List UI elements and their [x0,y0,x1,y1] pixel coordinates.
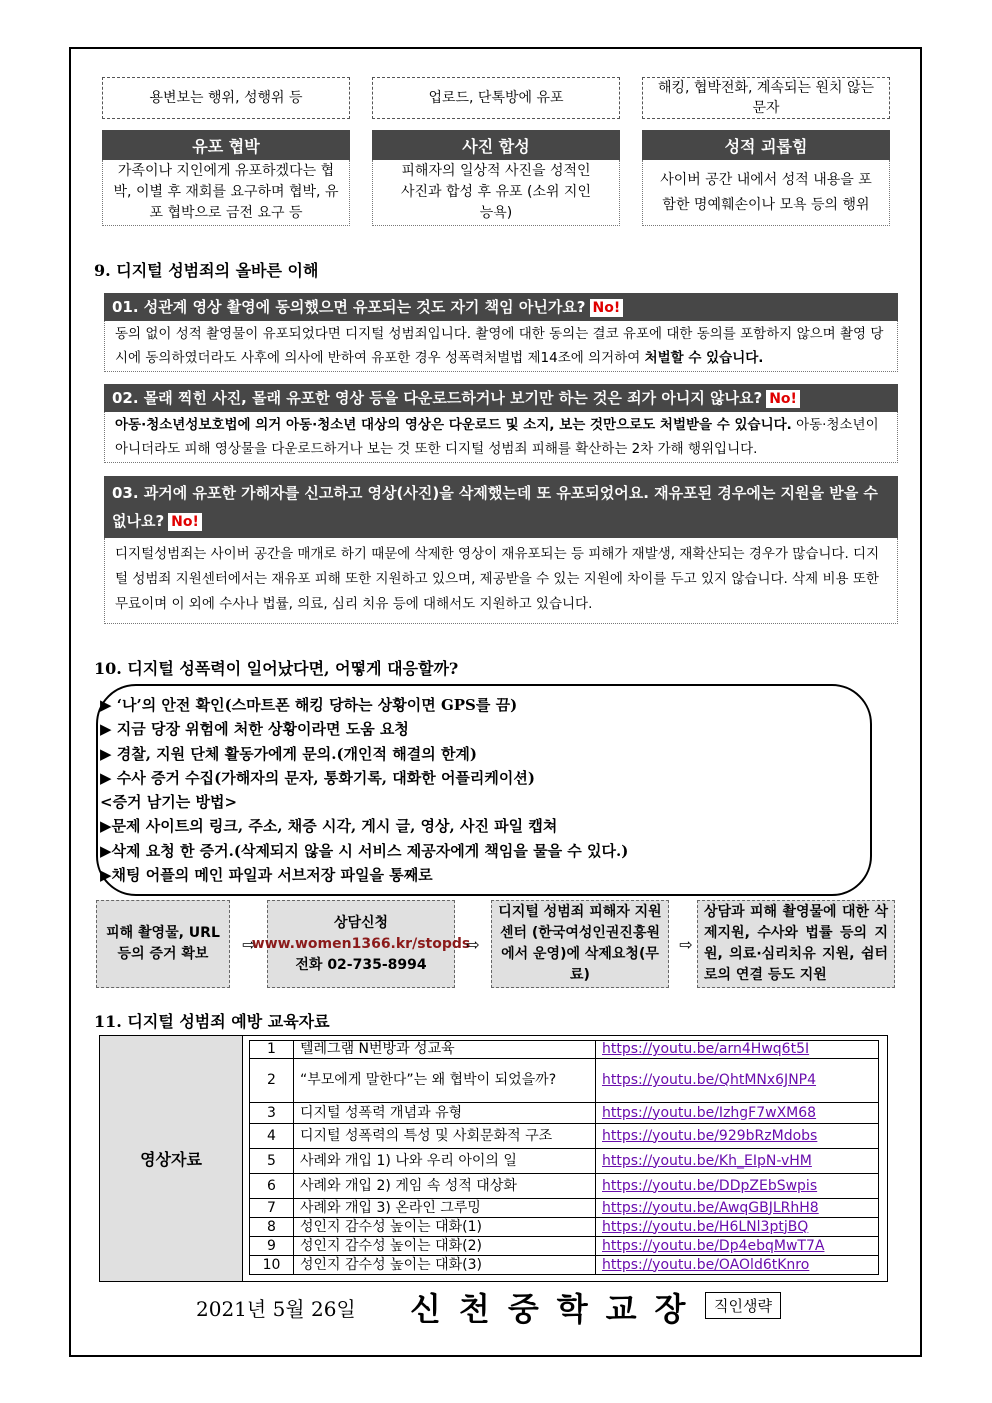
category-title-1: 유포 협박 [102,130,350,160]
video-row: 9 성인지 감수성 높이는 대화(2) https://youtu.be/Dp4ebqMwT7A [250,1237,879,1256]
top-box-2: 업로드, 단톡방에 유포 [372,77,620,119]
response-item: ▶삭제 요청 한 증거.(삭제되지 않을 시 서비스 제공자에게 책임을 물을 수 있다.) [100,841,629,860]
video-link[interactable]: https://youtu.be/Dp4ebqMwT7A [602,1237,825,1254]
faq-1-answer: 동의 없이 성적 촬영물이 유포되었다면 디지털 성범죄입니다. 촬영에 대한 동의는 결코 유포에 대한 동의를 포함하지 않으며 촬영 당시에 동의하였더라도 사후에 의사에 반하여 유포한 경우 성폭력처벌법 제14조에 의거하여 처벌할 수 있습니다. [104,321,898,372]
video-link[interactable]: https://youtu.be/929bRzMdobs [602,1127,818,1144]
video-row: 6 사례와 개입 2) 게임 속 성적 대상화 https://youtu.be/DDpZEbSwpis [250,1174,879,1199]
flow-step-2 [251,900,471,988]
faq-1-question: 01. 성관계 영상 촬영에 동의했으면 유포되는 것도 자기 책임 아닌가요? No! [104,293,898,321]
video-row: 8 성인지 감수성 높이는 대화(1) https://youtu.be/H6LNl3ptjBQ [250,1218,879,1237]
video-row: 4 디지털 성폭력의 특성 및 사회문화적 구조 https://youtu.be/929bRzMdobs [250,1124,879,1149]
no-badge: No! [590,299,624,317]
category-desc-1: 가족이나 지인에게 유포하겠다는 협박, 이별 후 재회를 요구하며 협박, 유포 협박으로 금전 요구 등 [102,160,350,226]
materials-label: 영상자료 [100,1036,242,1281]
faq-1 [104,293,898,372]
section11-title: 11. 디지털 성범죄 예방 교육자료 [94,1012,330,1031]
response-list [100,693,870,887]
video-link[interactable]: https://youtu.be/H6LNl3ptjBQ [602,1218,809,1235]
video-link[interactable]: https://youtu.be/arn4Hwq6t5I [602,1041,810,1057]
response-item: ▶ 수사 증거 수집(가해자의 문자, 통화기록, 대화한 어플리케이션) [100,768,535,787]
faq-2-question: 02. 몰래 찍힌 사진, 몰래 유포한 영상 등을 다운로드하거나 보기만 하는 것은 죄가 아니지 않나요? No! [104,384,898,412]
issue-date: 2021년 5월 26일 [196,1297,356,1321]
flow-step-1: 피해 촬영물, URL 등의 증거 확보 [96,900,230,988]
evidence-heading: <증거 남기는 방법> [100,793,238,812]
no-badge: No! [168,513,202,531]
flow-step-2-title: 상담신청 [333,914,389,931]
seal-omitted-stamp: 직인생략 [705,1292,781,1319]
response-item: ▶문제 사이트의 링크, 주소, 채증 시각, 게시 글, 영상, 사진 파일 캡쳐 [100,817,558,836]
section10-title: 10. 디지털 성폭력이 일어났다면, 어떻게 대응할까? [94,659,459,678]
video-row: 7 사례와 개입 3) 온라인 그루밍 https://youtu.be/AwqGBJLRhH8 [250,1199,879,1218]
top-box-3: 해킹, 협박전화, 계속되는 원치 않는 문자 [642,77,890,119]
faq-3-answer: 디지털성범죄는 사이버 공간을 매개로 하기 때문에 삭제한 영상이 재유포되는 등 피해가 재발생, 재확산되는 경우가 많습니다. 디지털 성범죄 지원센터에서는 재유포 피해 또한 지원하고 있으며, 제공받을 수 있는 지원에 차이를 두고 있지 않습니다. 삭제 비용 또한 무료이며 이 외에 수사나 법률, 의료, 심리 치유 등에 대해서도 지원하고 있습니다. [104,538,898,624]
response-item: ▶ 지금 당장 위험에 처한 상황이라면 도움 요청 [100,720,409,739]
video-link[interactable]: https://youtu.be/IzhgF7wXM68 [602,1104,817,1121]
faq-2 [104,384,898,463]
category-title-3: 성적 괴롭힘 [642,130,890,160]
video-row: 5 사례와 개입 1) 나와 우리 아이의 일 https://youtu.be/Kh_EIpN-vHM [250,1149,879,1174]
video-link[interactable]: https://youtu.be/Kh_EIpN-vHM [602,1152,812,1169]
video-link[interactable]: https://youtu.be/DDpZEbSwpis [602,1177,818,1194]
video-table [249,1040,879,1275]
video-row: 2 “부모에게 말한다”는 왜 협박이 되었을까? https://youtu.be/QhtMNx6JNP4 [250,1059,879,1103]
school-principal: 신천중학교장 [410,1290,704,1328]
video-link[interactable]: https://youtu.be/AwqGBJLRhH8 [602,1199,819,1216]
counsel-url-link[interactable]: www.women1366.kr/stopds [251,935,471,952]
faq-3-question: 03. 과거에 유포한 가해자를 신고하고 영상(사진)을 삭제했는데 또 유포되었어요. 재유포된 경우에는 지원을 받을 수 없나요? No! [104,476,898,538]
response-item: ▶ 경찰, 지원 단체 활동가에게 문의.(개인적 해결의 한계) [100,744,478,763]
counsel-phone: 전화 02-735-8994 [295,956,427,973]
materials-box [99,1035,888,1282]
video-link[interactable]: https://youtu.be/QhtMNx6JNP4 [602,1072,817,1088]
faq-2-answer: 아동·청소년성보호법에 의거 아동·청소년 대상의 영상은 다운로드 및 소지, 보는 것만으로도 처벌받을 수 있습니다. 아동·청소년이 아니더라도 피해 영상물을 다운로드하거나 보는 것 또한 디지털 성범죄 피해를 확산하는 2차 가해 행위입니다. [104,412,898,463]
video-row: 1 텔레그램 N번방과 성교육 https://youtu.be/arn4Hwq6t5I [250,1041,879,1059]
flow-arrow-icon: ⇨ [679,934,693,954]
video-row: 10 성인지 감수성 높이는 대화(3) https://youtu.be/OAOld6tKnro [250,1256,879,1275]
response-item: ▶ ‘나’의 안전 확인(스마트폰 해킹 당하는 상황이면 GPS를 끔) [100,696,518,714]
no-badge: No! [766,390,800,408]
category-desc-2: 피해자의 일상적 사진을 성적인 사진과 합성 후 유포 (소위 지인 능욕) [372,160,620,226]
section9-title: 9. 디지털 성범죄의 올바른 이해 [94,261,319,280]
video-link[interactable]: https://youtu.be/OAOld6tKnro [602,1256,810,1273]
video-row: 3 디지털 성폭력 개념과 유형 https://youtu.be/IzhgF7wXM68 [250,1103,879,1124]
category-title-2: 사진 합성 [372,130,620,160]
top-box-1: 용변보는 행위, 성행위 등 [102,77,350,119]
category-desc-3: 사이버 공간 내에서 성적 내용을 포함한 명예훼손이나 모욕 등의 행위 [642,160,890,226]
response-item: ▶채팅 어플의 메인 파일과 서브저장 파일을 통째로 [100,866,433,885]
faq-3 [104,476,898,624]
flow-step-3: 디지털 성범죄 피해자 지원센터 (한국여성인권진흥원에서 운영)에 삭제요청(무료) [491,900,669,988]
flow-arrow-icon: ⇨ [242,934,256,954]
flow-step-4: 상담과 피해 촬영물에 대한 삭제지원, 수사와 법률 등의 지원, 의료·심리치유 지원, 쉼터로의 연결 등도 지원 [697,900,895,988]
materials-table-area [242,1036,887,1281]
flow-arrow-icon: ⇨ [466,934,480,954]
